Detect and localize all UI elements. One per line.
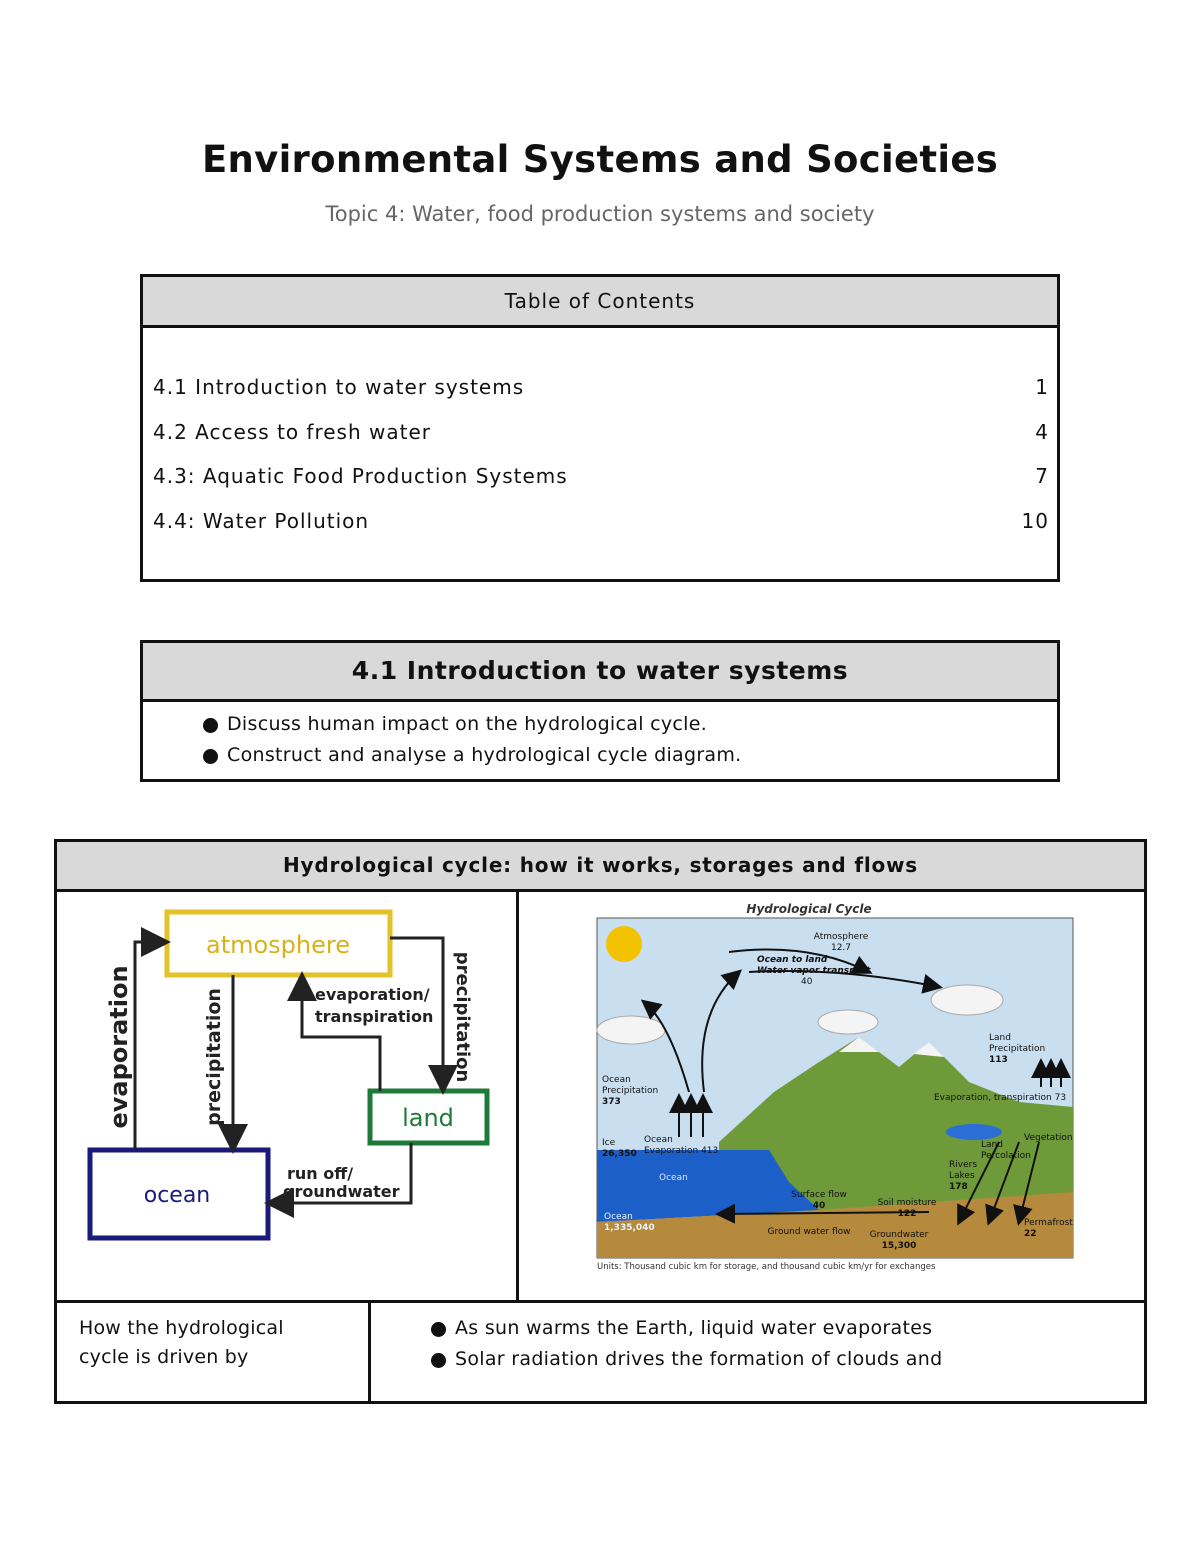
toc-entry-label: 4.3: Aquatic Food Production Systems [153, 464, 568, 488]
evaporation-label: evaporation [105, 965, 133, 1129]
hydrological-cycle-table [54, 839, 1147, 1404]
driven-by-row [57, 1300, 1144, 1404]
driven-by-item: Solar radiation drives the formation of clouds and [429, 1344, 1129, 1375]
fig-land-precip-value: 113 [989, 1055, 1008, 1065]
fig-ocean-evap-label-2: Evaporation 413 [644, 1146, 719, 1156]
fig-surface-flow-value: 40 [812, 1201, 826, 1211]
lake [946, 1124, 1002, 1140]
fig-land-precip-label: Precipitation [989, 1044, 1046, 1054]
fig-rivers-label: Rivers [949, 1160, 978, 1170]
fig-rivers-value: 178 [949, 1182, 968, 1192]
fig-ocean-precip-label-1: Ocean [602, 1075, 631, 1085]
fig-ice-value: 26,350 [602, 1149, 637, 1159]
toc-heading: Table of Contents [143, 277, 1057, 328]
objectives-list [143, 702, 1057, 771]
objective-item: Construct and analyse a hydrological cycle diagram. [201, 740, 1057, 771]
figure-illustration [519, 892, 1144, 1300]
fig-ocean-to-land-label: Ocean to land [757, 955, 828, 965]
cloud-icon [597, 1016, 665, 1044]
fig-ocean-storage-value: 1,335,040 [604, 1223, 655, 1233]
fig-surface-flow-label: Surface flow [791, 1190, 847, 1200]
fig-soil-moisture-value: 122 [897, 1209, 917, 1219]
fig-ground-flow-label: Ground water flow [767, 1227, 851, 1237]
toc-entry-page: 7 [1035, 464, 1049, 488]
fig-vegetation-label: Vegetation [1024, 1133, 1073, 1143]
precipitation-right-label: precipitation [452, 951, 473, 1083]
driven-by-content-cell [429, 1313, 1129, 1375]
fig-atmosphere-value: 12.7 [830, 943, 852, 953]
hydro-table-heading: Hydrological cycle: how it works, storages and flows [57, 842, 1144, 892]
sun-icon [606, 926, 642, 962]
section-4-1-box [140, 640, 1060, 782]
driven-by-label: How the hydrological cycle is driven by [79, 1317, 284, 1368]
fig-ocean-precip-label-2: Precipitation [602, 1086, 659, 1096]
fig-permafrost-value: 22 [1024, 1229, 1037, 1239]
driven-by-list [429, 1313, 1129, 1375]
toc-entry[interactable] [153, 464, 1049, 488]
toc-entry[interactable] [153, 420, 1049, 444]
fig-groundwater-value: 15,300 [881, 1241, 917, 1251]
driven-by-item: As sun warms the Earth, liquid water evaporates [429, 1313, 1129, 1344]
hand-drawn-cycle-sketch [57, 892, 519, 1300]
evaporation-arrow [135, 942, 165, 1150]
fig-vapor-transport-label: Water vapor transport [757, 966, 871, 976]
toc-entry-label: 4.2 Access to fresh water [153, 420, 431, 444]
runoff-label-1: run off/ [287, 1164, 354, 1183]
fig-permafrost-label: Permafrost [1024, 1218, 1073, 1228]
fig-percolation-label: Percolation [981, 1151, 1031, 1161]
figure-title: Hydrological Cycle [746, 902, 872, 916]
driven-by-label-cell [57, 1303, 371, 1401]
toc-entry-page: 1 [1035, 375, 1049, 399]
land-label: land [402, 1104, 454, 1132]
fig-atmosphere-label: Atmosphere [813, 932, 869, 942]
evapotranspiration-label-2: transpiration [315, 1007, 434, 1026]
precipitation-left-label: precipitation [203, 988, 225, 1126]
page-title: Environmental Systems and Societies [201, 138, 999, 181]
fig-evapotranspiration-label: Evaporation, transpiration 73 [934, 1093, 1067, 1103]
toc-entry-page: 10 [1021, 509, 1049, 533]
toc-entry-page: 4 [1035, 420, 1049, 444]
fig-soil-moisture-label: Soil moisture [877, 1198, 937, 1208]
section-4-1-heading: 4.1 Introduction to water systems [143, 643, 1057, 702]
ocean-label: ocean [143, 1183, 211, 1208]
toc-entry[interactable] [153, 509, 1049, 533]
atmosphere-label: atmosphere [206, 931, 350, 959]
cloud-icon [931, 985, 1003, 1015]
hydrological-cycle-figure [519, 892, 1144, 1300]
fig-lakes-label: Lakes [949, 1171, 975, 1181]
table-of-contents [140, 274, 1060, 582]
cloud-icon [818, 1010, 878, 1034]
fig-ocean-label: Ocean [659, 1173, 688, 1183]
toc-entry[interactable] [153, 375, 1049, 399]
evapotranspiration-label-1: evaporation/ [315, 985, 430, 1004]
objective-item: Discuss human impact on the hydrological cycle. [201, 709, 1057, 740]
page-subtitle: Topic 4: Water, food production systems and society [325, 202, 875, 226]
fig-land-label: Land [989, 1033, 1011, 1043]
fig-ocean-evap-label-1: Ocean [644, 1135, 673, 1145]
sketch-diagram [57, 892, 516, 1300]
fig-land-label-2: Land [981, 1140, 1003, 1150]
runoff-label-2: groundwater [283, 1182, 400, 1201]
fig-groundwater-label: Groundwater [869, 1230, 929, 1240]
fig-ice-label: Ice [602, 1138, 616, 1148]
fig-ocean-storage-label: Ocean [604, 1212, 633, 1222]
toc-entry-label: 4.4: Water Pollution [153, 509, 370, 533]
fig-ocean-precip-value: 373 [602, 1097, 621, 1107]
fig-units-caption: Units: Thousand cubic km for storage, and thousand cubic km/yr for exchanges [597, 1262, 936, 1272]
toc-entry-label: 4.1 Introduction to water systems [153, 375, 525, 399]
fig-vapor-transport-value: 40 [801, 977, 813, 987]
